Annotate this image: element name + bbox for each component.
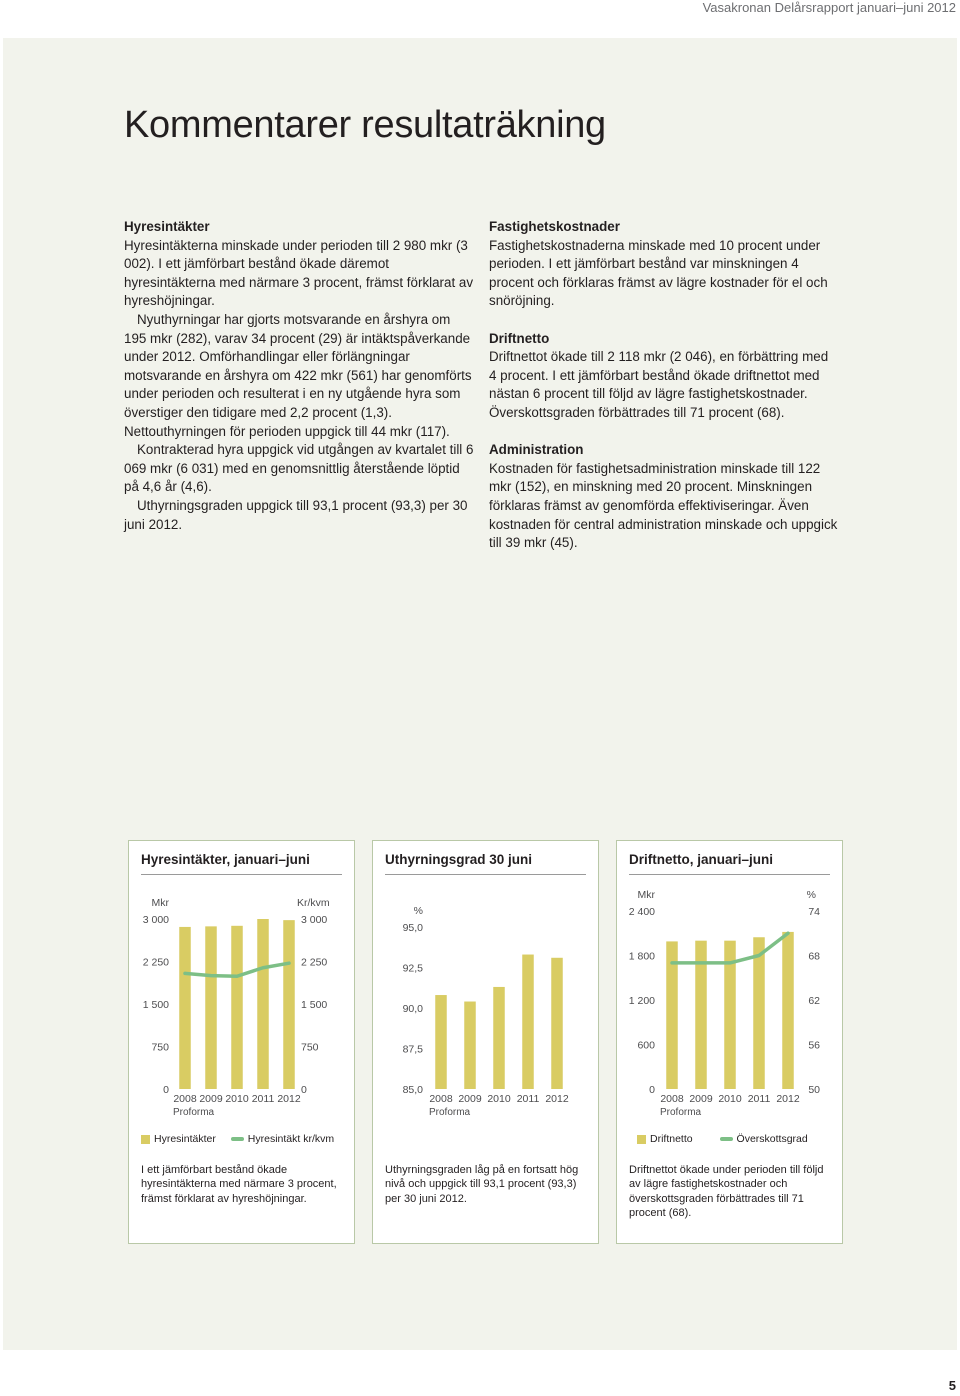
x-tick-label: 2009 [199,1093,223,1105]
x-tick-label: 2010 [718,1093,742,1105]
bar [753,937,765,1089]
y-right-axis-unit: % [806,889,816,901]
x-tick-label: 2012 [277,1093,301,1105]
chart-driftnetto [617,875,844,1125]
chart-title: Driftnetto, januari–juni [629,852,774,867]
y-right-tick-label: 56 [808,1039,820,1052]
y-tick-label: 600 [637,1039,655,1052]
chart-legend [637,1133,808,1145]
y-tick-label: 1 800 [628,950,655,963]
section-heading-fastighetskostnader: Fastighetskostnader [489,219,620,234]
y-right-tick-label: 68 [808,950,820,963]
x-tick-label: 2008 [429,1093,453,1105]
y-right-tick-label: 750 [301,1041,319,1054]
y-right-tick-label: 2 250 [301,956,328,969]
x-tick-sublabel: Proforma [429,1107,471,1118]
y-tick-label: 0 [163,1084,169,1096]
y-right-tick-label: 1 500 [301,999,328,1011]
section-heading-hyresintakter: Hyresintäkter [124,219,210,234]
y-right-axis-unit: Kr/kvm [297,897,330,909]
paragraph: Kontrakterad hyra uppgick vid utgången av kvartalet till 6 069 mkr (6 031) med en genomsnittlig återstående löptid på 4,6 år (4,6). [124,442,474,495]
x-tick-label: 2008 [173,1093,197,1105]
bar [464,1002,476,1089]
y-right-tick-label: 3 000 [301,914,328,926]
chart-card-driftnetto [616,840,843,1244]
bar [493,987,505,1089]
paragraph: Kostnaden för fastighetsadministration minskade till 122 mkr (152), en minskning med 20 procent. Minskningen förklaras främst av genomförda effektiviseringar. Även kostnaden för central administration minskade och uppgick till 39 mkr (45). [489,460,838,551]
y-tick-label: 750 [151,1041,169,1054]
x-tick-label: 2012 [545,1093,569,1105]
y-right-tick-label: 50 [808,1084,820,1096]
y-tick-label: 95,0 [402,922,423,934]
x-tick-label: 2011 [747,1093,771,1105]
paragraph: Driftnettot ökade till 2 118 mkr (2 046), en förbättring med 4 procent. I ett jämförbart bestånd ökade driftnettot med nästan 6 procent till följd av lägre fastighetskostnader. Överskottsgraden förbättrades till 71 procent (68). [489,349,829,420]
running-header: Vasakronan Delårsrapport januari–juni 2012 [702,0,956,15]
chart-legend [141,1133,334,1145]
chart-title: Uthyrningsgrad 30 juni [385,852,533,867]
section-heading-driftnetto: Driftnetto [489,330,550,346]
bar [551,958,563,1089]
y-tick-label: 1 200 [628,995,655,1007]
left-text-column [124,218,474,534]
x-tick-label: 2011 [516,1093,540,1105]
x-tick-label: 2009 [458,1093,482,1105]
bar [522,955,534,1089]
x-tick-sublabel: Proforma [173,1107,215,1118]
x-tick-sublabel: Proforma [660,1107,702,1118]
legend-label: Hyresintäkter [154,1133,216,1145]
line-swatch-icon [720,1137,733,1141]
line-swatch-icon [231,1137,244,1141]
bar [179,927,191,1089]
y-tick-label: 0 [649,1084,655,1096]
page-title: Kommentarer resultaträkning [124,104,606,146]
paragraph: Uthyrningsgraden uppgick till 93,1 procent (93,3) per 30 juni 2012. [124,497,468,532]
chart-hyresintakter [129,875,356,1125]
y-axis-unit: Mkr [151,897,169,909]
y-tick-label: 2 250 [142,956,169,969]
section-heading-administration: Administration [489,442,584,458]
y-right-tick-label: 74 [808,906,820,918]
bar [435,995,447,1089]
bar [257,919,269,1089]
y-tick-label: 90,0 [402,1003,423,1015]
paragraph: Nyuthyrningar har gjorts motsvarande en årshyra om 195 mkr (282), varav 34 procent (29) är intäktspåverkande under 2012. Omförhandlingar eller förlängningar motsvarande en årshyra om 422 mkr (561) har genomförts under perioden och resulterat i en ny utgående hyra som överstiger den tidigare med 2,2 procent (1,3). Nettouthyrningen för perioden uppgick till 44 mkr (117). [124,311,472,439]
y-axis-unit: Mkr [637,889,655,901]
chart-note: Driftnettot ökade under perioden till följd av lägre fastighetskostnader och överskottsgraden förbättrades till 71 procent (68). [629,1164,824,1220]
legend-label: Driftnetto [650,1133,693,1145]
bar [231,926,243,1089]
chart-note: Uthyrningsgraden låg på en fortsatt hög nivå och uppgick till 93,1 procent (93,3) per 30 juni 2012. [385,1164,579,1205]
y-tick-label: 87,5 [402,1043,423,1056]
x-tick-label: 2010 [487,1093,511,1105]
chart-note: I ett jämförbart bestånd ökade hyresintäkterna med närmare 3 procent, främst förklarat av hyreshöjningar. [141,1164,337,1205]
x-tick-label: 2011 [251,1093,275,1105]
x-tick-label: 2012 [776,1093,800,1105]
y-axis-unit: % [413,905,423,917]
bar-swatch-icon [637,1135,646,1144]
legend-label: Hyresintäkt kr/kvm [247,1133,335,1145]
y-tick-label: 3 000 [142,914,169,926]
bar [283,920,295,1089]
page-number: 5 [948,1378,956,1393]
y-right-tick-label: 0 [301,1084,307,1096]
y-tick-label: 92,5 [402,962,423,975]
y-right-tick-label: 62 [808,995,820,1007]
chart-card-uthyrningsgrad [372,840,599,1244]
bar [782,932,794,1089]
right-text-column [489,218,839,553]
y-tick-label: 85,0 [402,1084,423,1096]
legend-label: Överskottsgrad [736,1133,808,1145]
chart-card-hyresintakter [128,840,355,1244]
bar [205,926,217,1089]
chart-uthyrningsgrad [373,875,600,1125]
chart-title: Hyresintäkter, januari–juni [141,852,310,867]
y-tick-label: 1 500 [142,999,169,1011]
paragraph: Hyresintäkterna minskade under perioden till 2 980 mkr (3 002). I ett jämförbart bestånd ökade däremot hyresintäkterna med närmare 3 procent, främst förklarat av hyreshöjningar. [124,237,474,309]
x-tick-label: 2008 [660,1093,684,1105]
x-tick-label: 2009 [689,1093,713,1105]
x-tick-label: 2010 [225,1093,249,1105]
bar-swatch-icon [141,1135,150,1144]
paragraph: Fastighetskostnaderna minskade med 10 procent under perioden. I ett jämförbart bestånd var minskningen 4 procent och förklaras främst av lägre kostnader för el och snöröjning. [489,237,828,309]
y-tick-label: 2 400 [628,906,655,918]
